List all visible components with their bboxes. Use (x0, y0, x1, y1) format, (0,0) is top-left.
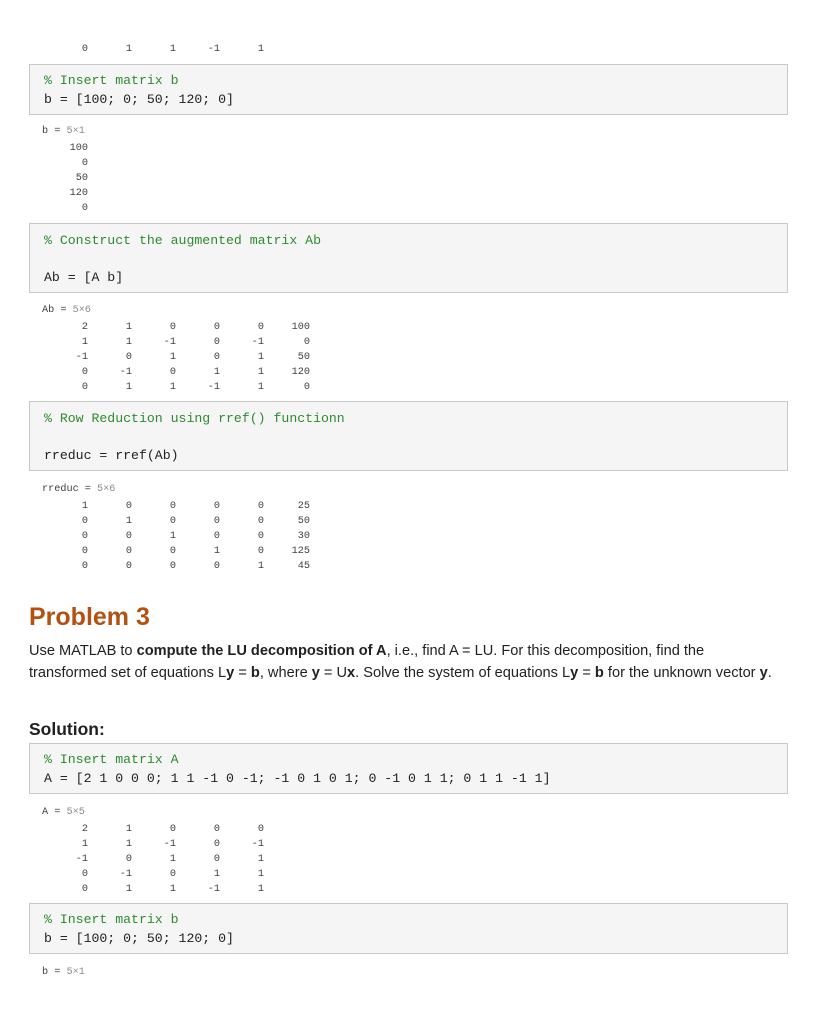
text-run: Use MATLAB to (29, 643, 137, 659)
matrix-cell: 50 (75, 173, 88, 184)
text-run: for the unknown vector (603, 665, 760, 681)
output-header (42, 807, 85, 819)
matrix-cell: 1 (125, 884, 132, 895)
matrix-cell: 1 (257, 382, 264, 393)
matrix-cell: 2 (81, 322, 88, 333)
matrix-cell: 1 (257, 854, 264, 865)
variable-name: b (42, 126, 49, 137)
code-comment: % Insert matrix b (44, 73, 179, 88)
text-run-bold: y (226, 665, 235, 681)
matrix-cell: 50 (297, 352, 310, 363)
code-comment: % Insert matrix b (44, 912, 179, 927)
matrix-cell: 1 (125, 322, 132, 333)
matrix-cell: 0 (213, 322, 220, 333)
matrix-cell: -1 (163, 839, 176, 850)
matrix-cell: 0 (125, 501, 132, 512)
matrix-cell: 1 (169, 884, 176, 895)
matrix-cell: 1 (257, 352, 264, 363)
size-label: 5×1 (66, 126, 85, 137)
text-run: = U (319, 665, 348, 681)
matrix-cell: 1 (81, 337, 88, 348)
matrix-cell: 1 (169, 382, 176, 393)
equals-sign: = (78, 484, 98, 495)
matrix-cell: 120 (69, 188, 88, 199)
size-label: 5×5 (66, 807, 85, 818)
matrix-cell: 1 (169, 531, 176, 542)
code-cell-augmented-matrix[interactable] (29, 223, 788, 293)
matrix-cell: 1 (125, 516, 132, 527)
text-run-bold: y (311, 665, 320, 681)
matrix-cell: 1 (257, 884, 264, 895)
solution-heading: Solution: (29, 719, 105, 739)
text-run: . Solve the system of equations L (355, 665, 571, 681)
matrix-cell: 0 (125, 854, 132, 865)
matrix-cell: 1 (125, 337, 132, 348)
matrix-cell: 0 (169, 516, 176, 527)
text-run-bold: y (759, 665, 768, 681)
matrix-cell: -1 (119, 367, 132, 378)
matrix-cell: 1 (81, 501, 88, 512)
matrix-cell: 50 (297, 516, 310, 527)
matrix-cell: 0 (213, 854, 220, 865)
text-run: , i.e., find A = LU. For this decomposition, find the transformed set of equations L (29, 643, 705, 681)
matrix-cell: 0 (81, 561, 88, 572)
matrix-cell: 0 (257, 322, 264, 333)
matrix-cell: 0 (169, 367, 176, 378)
matrix-cell: 120 (291, 367, 310, 378)
matrix-cell: 1 (257, 869, 264, 880)
problem-statement (29, 640, 779, 684)
matrix-cell: 1 (169, 854, 176, 865)
matrix-cell: 0 (169, 322, 176, 333)
matrix-cell: 0 (169, 824, 176, 835)
problem-heading: Problem 3 (29, 603, 150, 631)
variable-name: b (42, 967, 49, 978)
code-line: b = [100; 0; 50; 120; 0] (44, 931, 234, 946)
matrix-cell: 1 (169, 352, 176, 363)
matrix-cell: 0 (81, 531, 88, 542)
matrix-cell: 0 (81, 884, 88, 895)
text-run: = (578, 665, 595, 681)
code-comment: % Row Reduction using rref() functionn (44, 411, 345, 426)
matrix-cell: -1 (75, 352, 88, 363)
matrix-cell: 100 (291, 322, 310, 333)
equals-sign: = (54, 305, 73, 316)
text-run-bold: x (347, 665, 356, 681)
variable-name: rreduc (42, 484, 79, 495)
matrix-cell: 1 (257, 44, 264, 55)
matrix-cell: 0 (213, 824, 220, 835)
matrix-cell: 0 (81, 367, 88, 378)
matrix-cell: 30 (297, 531, 310, 542)
matrix-cell: 1 (125, 839, 132, 850)
matrix-cell: 0 (81, 516, 88, 527)
matrix-cell: 1 (125, 824, 132, 835)
matrix-cell: 0 (81, 158, 88, 169)
size-label: 5×6 (72, 305, 91, 316)
matrix-cell: 0 (213, 839, 220, 850)
text-run: = (234, 665, 251, 681)
matrix-cell: 0 (303, 337, 310, 348)
text-run-bold: b (250, 665, 260, 681)
matrix-cell: 0 (213, 516, 220, 527)
output-header (42, 126, 85, 138)
matrix-cell: 0 (213, 352, 220, 363)
matrix-cell: 0 (81, 546, 88, 557)
matrix-cell: 1 (213, 869, 220, 880)
matrix-cell: -1 (207, 44, 220, 55)
matrix-cell: 0 (303, 382, 310, 393)
matrix-cell: 1 (257, 367, 264, 378)
code-line: b = [100; 0; 50; 120; 0] (44, 92, 234, 107)
text-run-bold: y (570, 665, 579, 681)
output-header (42, 305, 91, 317)
matrix-cell: 0 (169, 869, 176, 880)
code-line: Ab = [A b] (44, 270, 124, 285)
code-line: rreduc = rref(Ab) (44, 448, 179, 463)
matrix-cell: 1 (125, 44, 132, 55)
text-run-bold: compute the LU decomposition of A (136, 643, 387, 659)
code-line: A = [2 1 0 0 0; 1 1 -1 0 -1; -1 0 1 0 1; 0 -1 0 1 1; 0 1 1 -1 1] (44, 771, 551, 786)
matrix-cell: 0 (213, 501, 220, 512)
matrix-cell: 0 (257, 501, 264, 512)
matrix-cell: 100 (69, 143, 88, 154)
text-run: . (767, 665, 772, 681)
matrix-cell: 25 (297, 501, 310, 512)
code-cell-row-reduction[interactable] (29, 401, 788, 471)
code-comment: % Insert matrix A (44, 752, 179, 767)
code-cell-insert-a[interactable] (29, 743, 788, 794)
code-cell-insert-b-2[interactable] (29, 903, 788, 954)
matrix-cell: 1 (125, 382, 132, 393)
code-cell-insert-b[interactable] (29, 64, 788, 115)
matrix-cell: 0 (125, 546, 132, 557)
variable-name: A (42, 807, 49, 818)
matrix-cell: 2 (81, 824, 88, 835)
matrix-cell: 0 (213, 337, 220, 348)
matrix-cell: 1 (213, 546, 220, 557)
matrix-cell: 0 (213, 531, 220, 542)
matrix-cell: 1 (81, 839, 88, 850)
size-label: 5×1 (66, 967, 85, 978)
matrix-cell: 1 (169, 44, 176, 55)
matrix-cell: -1 (119, 869, 132, 880)
equals-sign: = (48, 807, 67, 818)
output-header (42, 967, 85, 979)
matrix-cell: -1 (163, 337, 176, 348)
matrix-cell: 0 (257, 516, 264, 527)
text-run: , where (259, 665, 312, 681)
matrix-cell: 45 (297, 561, 310, 572)
matrix-cell: 0 (125, 561, 132, 572)
matrix-cell: 0 (257, 546, 264, 557)
matrix-cell: 0 (257, 824, 264, 835)
matrix-cell: -1 (75, 854, 88, 865)
variable-name: Ab (42, 305, 55, 316)
matrix-cell: -1 (251, 839, 264, 850)
matrix-cell: 1 (213, 367, 220, 378)
matrix-cell: 0 (125, 352, 132, 363)
text-run-bold: b (594, 665, 604, 681)
matrix-cell: 1 (257, 561, 264, 572)
matrix-cell: -1 (251, 337, 264, 348)
matrix-cell: 0 (169, 501, 176, 512)
equals-sign: = (48, 967, 67, 978)
matrix-cell: 0 (81, 869, 88, 880)
matrix-cell: 0 (169, 546, 176, 557)
matrix-cell: 0 (125, 531, 132, 542)
code-comment: % Construct the augmented matrix Ab (44, 233, 321, 248)
matrix-cell: 0 (81, 203, 88, 214)
matrix-cell: 0 (169, 561, 176, 572)
matrix-cell: 0 (257, 531, 264, 542)
output-header (42, 484, 115, 496)
matrix-cell: 0 (81, 382, 88, 393)
matrix-cell: 125 (291, 546, 310, 557)
matrix-cell: -1 (207, 884, 220, 895)
equals-sign: = (48, 126, 67, 137)
matrix-cell: 0 (81, 44, 88, 55)
matrix-cell: -1 (207, 382, 220, 393)
size-label: 5×6 (97, 484, 116, 495)
matrix-cell: 0 (213, 561, 220, 572)
